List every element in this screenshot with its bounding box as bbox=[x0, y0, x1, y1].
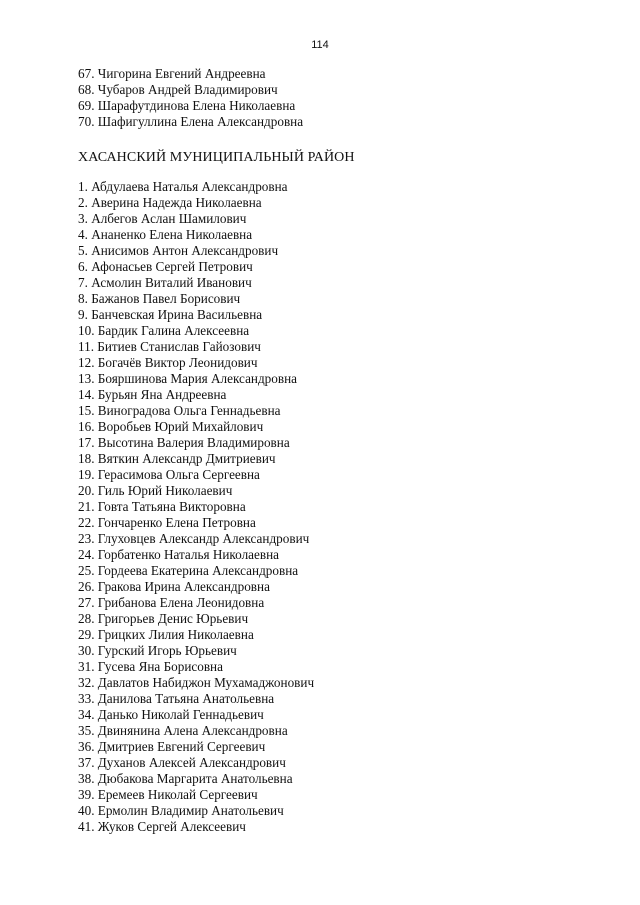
list-item: 25. Гордеева Екатерина Александровна bbox=[78, 563, 299, 578]
list-item: 37. Духанов Алексей Александрович bbox=[78, 755, 286, 770]
list-item: 30. Гурский Игорь Юрьевич bbox=[78, 643, 237, 658]
page-number: 114 bbox=[311, 39, 329, 51]
list-item: 23. Глуховцев Александр Александрович bbox=[78, 531, 310, 546]
list-item: 33. Данилова Татьяна Анатольевна bbox=[78, 691, 275, 706]
list-item: 4. Ананенко Елена Николаевна bbox=[78, 227, 253, 242]
list-item: 21. Говта Татьяна Викторовна bbox=[78, 499, 246, 514]
list-item: 17. Высотина Валерия Владимировна bbox=[78, 435, 290, 450]
list-item: 32. Давлатов Набиджон Мухамаджонович bbox=[78, 675, 315, 690]
list-item: 18. Вяткин Александр Дмитриевич bbox=[78, 451, 276, 466]
list-item: 15. Виноградова Ольга Геннадьевна bbox=[78, 403, 281, 418]
list-item: 24. Горбатенко Наталья Николаевна bbox=[78, 547, 280, 562]
list-item: 1. Абдулаева Наталья Александровна bbox=[78, 179, 288, 194]
list-item: 31. Гусева Яна Борисовна bbox=[78, 659, 223, 674]
list-item: 26. Гракова Ирина Александровна bbox=[78, 579, 270, 594]
list-item: 14. Бурьян Яна Андреевна bbox=[78, 387, 227, 402]
list-item: 40. Ермолин Владимир Анатольевич bbox=[78, 803, 284, 818]
list-item: 41. Жуков Сергей Алексеевич bbox=[78, 819, 246, 834]
list-item: 36. Дмитриев Евгений Сергеевич bbox=[78, 739, 266, 754]
list-item: 16. Воробьев Юрий Михайлович bbox=[78, 419, 264, 434]
section-heading: ХАСАНСКИЙ МУНИЦИПАЛЬНЫЙ РАЙОН bbox=[78, 150, 355, 165]
list-item: 69. Шарафутдинова Елена Николаевна bbox=[78, 98, 296, 113]
list-item: 35. Двинянина Алена Александровна bbox=[78, 723, 288, 738]
list-item: 6. Афонасьев Сергей Петрович bbox=[78, 259, 253, 274]
list-item: 39. Еремеев Николай Сергеевич bbox=[78, 787, 258, 802]
list-item: 20. Гиль Юрий Николаевич bbox=[78, 483, 233, 498]
list-item: 10. Бардик Галина Алексеевна bbox=[78, 323, 250, 338]
list-item: 19. Герасимова Ольга Сергеевна bbox=[78, 467, 260, 482]
list-item: 27. Грибанова Елена Леонидовна bbox=[78, 595, 265, 610]
list-item: 34. Данько Николай Геннадьевич bbox=[78, 707, 264, 722]
list-item: 7. Асмолин Виталий Иванович bbox=[78, 275, 252, 290]
list-item: 2. Аверина Надежда Николаевна bbox=[78, 195, 262, 210]
list-item: 38. Дюбакова Маргарита Анатольевна bbox=[78, 771, 293, 786]
list-item: 29. Грицких Лилия Николаевна bbox=[78, 627, 254, 642]
list-item: 70. Шафигуллина Елена Александровна bbox=[78, 114, 304, 129]
list-item: 22. Гончаренко Елена Петровна bbox=[78, 515, 256, 530]
list-item: 11. Битиев Станислав Гайозович bbox=[78, 339, 261, 354]
list-item: 67. Чигорина Евгений Андреевна bbox=[78, 66, 266, 81]
list-item: 5. Анисимов Антон Александрович bbox=[78, 243, 279, 258]
continued-list bbox=[78, 66, 303, 130]
list-item: 68. Чубаров Андрей Владимирович bbox=[78, 82, 278, 97]
list-item: 12. Богачёв Виктор Леонидович bbox=[78, 355, 258, 370]
list-item: 28. Григорьев Денис Юрьевич bbox=[78, 611, 249, 626]
list-item: 8. Бажанов Павел Борисович bbox=[78, 291, 241, 306]
list-item: 9. Банчевская Ирина Васильевна bbox=[78, 307, 263, 322]
list-item: 13. Бояршинова Мария Александровна bbox=[78, 371, 298, 386]
section-list bbox=[78, 179, 314, 835]
list-item: 3. Албегов Аслан Шамилович bbox=[78, 211, 247, 226]
